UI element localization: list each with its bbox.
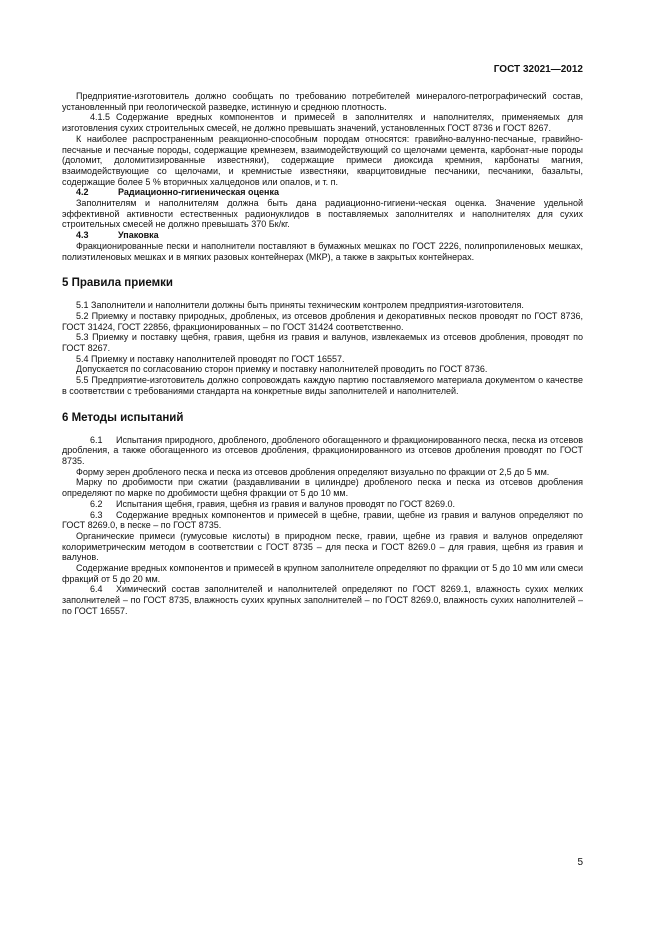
section-6-title: 6 Методы испытаний <box>62 411 184 424</box>
page-number: 5 <box>577 857 583 868</box>
clause-text: Содержание вредных компонентов и примесей в щебне, гравии, щебне из гравия и валунов определяют по ГОСТ 8269.0, в песке – по ГОСТ 8735. <box>62 509 583 531</box>
paragraph-5-4-note: Допускается по согласованию сторон приемку и поставку наполнителей проводить по ГОСТ 8736. <box>76 364 488 375</box>
paragraph-reactive-rocks: К наиболее распространенным реакционно-способным породам относятся: гравийно-валунно-песчаные, гравийно-песчаные и песчаные породы, содержащие кремнезем, взаимодействующий со щелочами цемента, карбонат-ные породы (доломит, доломитизированные известняки), содержащие примеси диоксида кремния, карбонаты магния, взаимодействующие со щелочами, и кремнистые известняки, кварцитовидные песчаники, песчаники, базальты, содержащие более 5 % вторичных халцедонов или опалов, и т. п. <box>62 133 583 187</box>
paragraph-crushability: Марку по дробимости при сжатии (раздавливании в цилиндре) дробленого песка и песка из отсевов дробления определяют по марке по дробимости щебня фракции от 5 до 10 мм. <box>62 477 583 499</box>
subheading-number: 4.3 <box>76 230 89 241</box>
subheading-title: Упаковка <box>118 230 159 241</box>
paragraph-6-3 <box>62 510 583 531</box>
paragraph-radiation: Заполнителям и наполнителям должна быть дана радиационно-гигиени-ческая оценка. Значение удельной эффективной активности естественных радионуклидов в поставляемых заполнителях и наполнителях для сухих строительных смесей не должно превышать 370 Бк/кг. <box>62 198 583 230</box>
subheading-number: 4.2 <box>76 187 89 198</box>
paragraph-6-2 <box>62 499 583 510</box>
clause-text: Испытания природного, дробленого, дробленого обогащенного и фракционированного песка, песка из отсевов дробления, а также обогащенного из отсевов дробления, фракционированного из отсевов дробления проводят по ГОСТ 8735. <box>62 434 583 466</box>
page-content <box>62 91 583 617</box>
paragraph-packaging: Фракционированные пески и наполнители поставляют в бумажных мешках по ГОСТ 2226, полипропиленовых мешках, полиэтиленовых мешках и в мягких разовых контейнерах (МКР), а также в закрытых контейнерах. <box>62 240 583 262</box>
paragraph-6-4 <box>62 584 583 616</box>
clause-number: 6.3 <box>90 509 103 520</box>
subheading-title: Радиационно-гигиеническая оценка <box>118 187 279 198</box>
paragraph-5-2: 5.2 Приемку и поставку природных, дробленых, из отсевов дробления и декоративных песков проводят по ГОСТ 8736, ГОСТ 31424, ГОСТ 22856, фракционированных – по ГОСТ 31424 соответственно. <box>62 310 583 332</box>
paragraph-5-5: 5.5 Предприятие-изготовитель должно сопровождать каждую партию поставляемого материала документом о качестве в соответствии с требованиями стандарта на конкретные виды заполнителей и наполнителей. <box>62 375 583 396</box>
clause-number: 6.2 <box>90 498 103 509</box>
paragraph-6-1 <box>62 435 583 467</box>
paragraph-grain-shape: Форму зерен дробленого песка и песка из отсевов дробления определяют визуально по фракции от 2,5 до 5 мм. <box>76 466 550 477</box>
paragraph-harmful-fraction: Содержание вредных компонентов и примесей в крупном заполнителе определяют по фракции от 5 до 10 мм или смеси фракций от 5 до 20 мм. <box>62 563 583 584</box>
document-code: ГОСТ 32021—2012 <box>493 64 583 75</box>
clause-number: 6.1 <box>90 434 103 445</box>
paragraph-petrographic: Предприятие-изготовитель должно сообщать по требованию потребителей минералого-петрографический состав, установленный при геологической разведке, истинную и среднюю плотность. <box>62 91 583 112</box>
clause-number: 4.1.5 <box>90 112 111 123</box>
section-5-title: 5 Правила приемки <box>62 277 173 290</box>
subheading-4-3 <box>62 230 583 241</box>
clause-number: 6.4 <box>90 584 103 595</box>
paragraph-5-4: 5.4 Приемку и поставку наполнителей проводят по ГОСТ 16557. <box>76 353 345 364</box>
clause-text: Испытания щебня, гравия, щебня из гравия и валунов проводят по ГОСТ 8269.0. <box>116 498 456 509</box>
paragraph-4-1-5 <box>62 112 583 133</box>
clause-text: Содержание вредных компонентов и примесей в заполнителях и наполнителях, применяемых для изготовления сухих строительных смесей, не должно превышать значений, установленных ГОСТ 8736 и ГОСТ 8267. <box>62 112 583 134</box>
paragraph-5-3: 5.3 Приемку и поставку щебня, гравия, щебня из гравия и валунов, извлекаемых из отсевов дробления, проводят по ГОСТ 8267. <box>62 332 583 354</box>
paragraph-organic: Органические примеси (гумусовые кислоты) в природном песке, гравии, щебне из гравия и валунов определяют колориметрическим методом в соответствии с ГОСТ 8735 – для песка и ГОСТ 8269.0 – для гравия, щебня из гравия и валунов. <box>62 530 583 563</box>
clause-text: Химический состав заполнителей и наполнителей определяют по ГОСТ 8269.1, влажность сухих мелких заполнителей – по ГОСТ 8735, влажность сухих крупных заполнителей – по ГОСТ 8269.0, влажность сухих наполнителей – по ГОСТ 16557. <box>62 584 583 616</box>
subheading-4-2 <box>62 187 583 198</box>
paragraph-5-1: 5.1 Заполнители и наполнители должны быть приняты техническим контролем предприятия-изготовителя. <box>76 300 524 311</box>
